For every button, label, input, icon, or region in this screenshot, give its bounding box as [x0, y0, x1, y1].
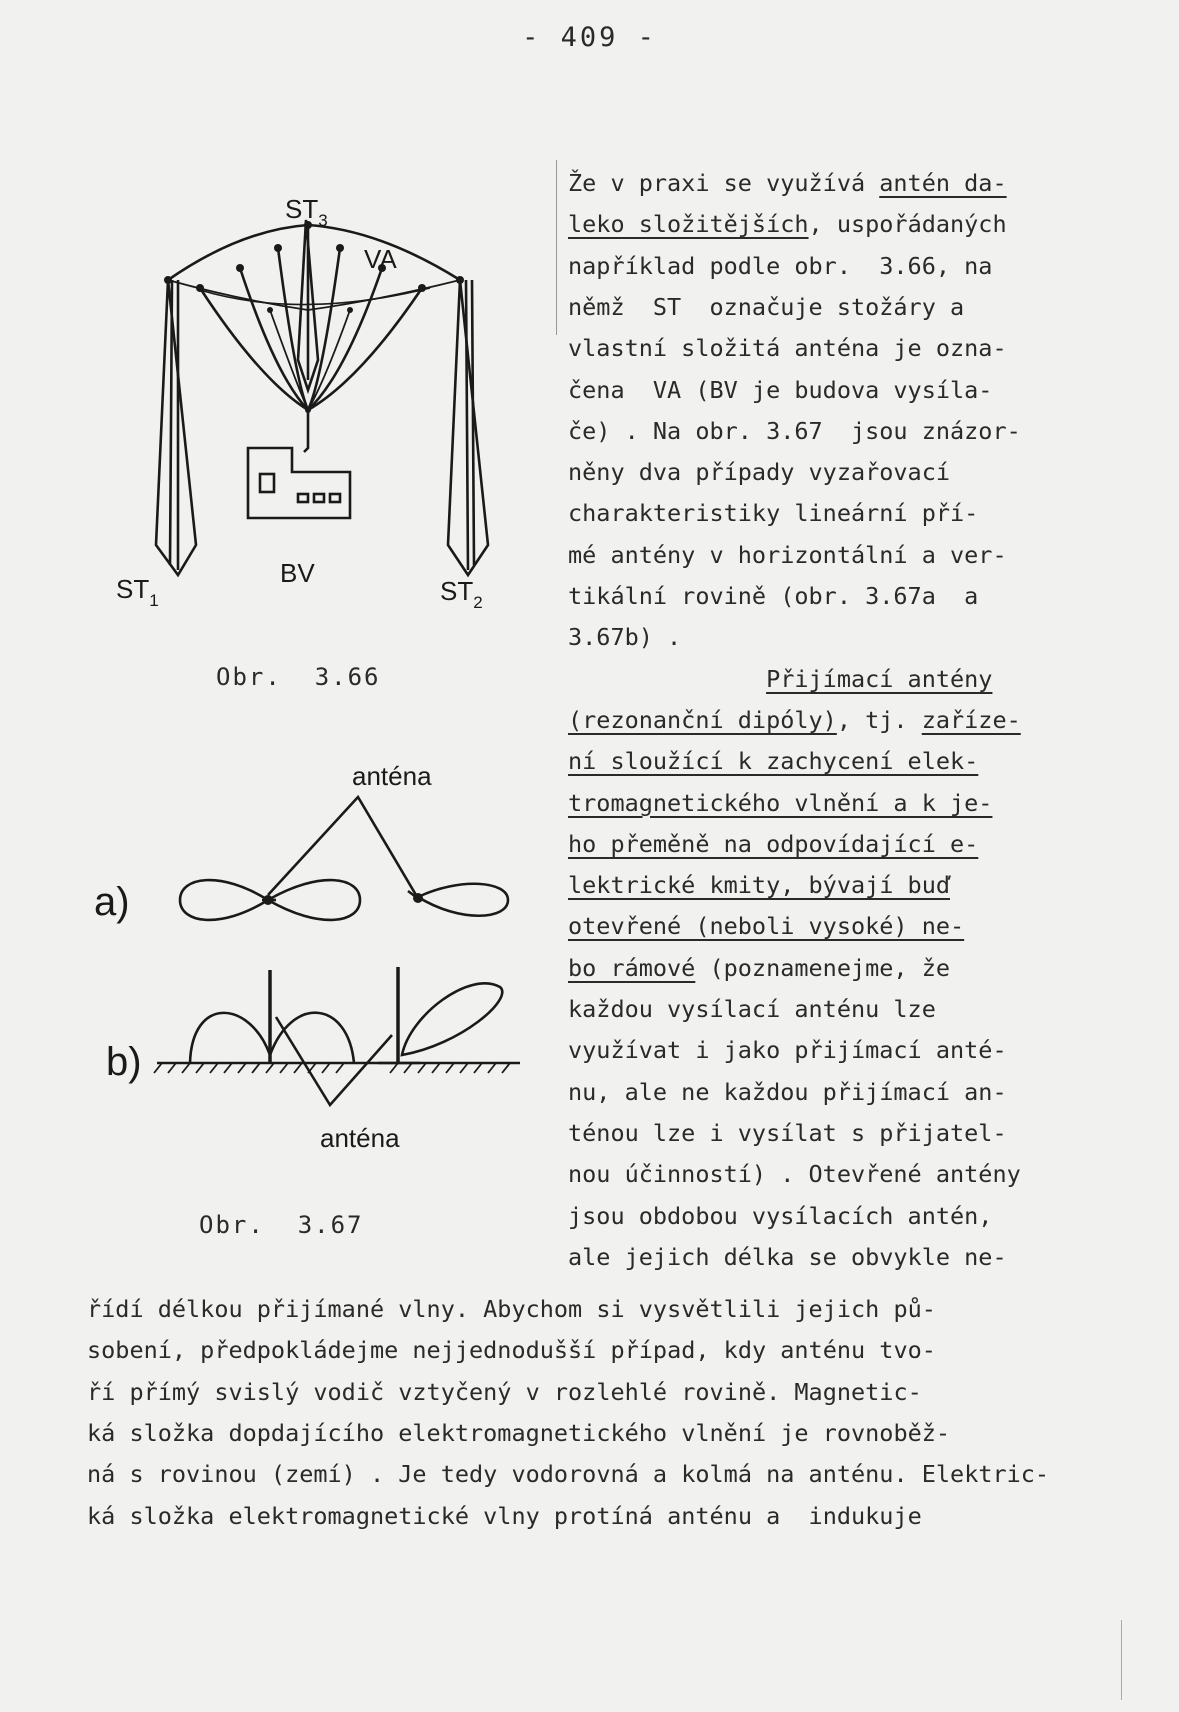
label-st2: $ST_2$ — [440, 576, 483, 612]
underlined-text: Přijímací antény — [766, 664, 993, 693]
text-segment: využívat i jako přijímací anté- — [568, 1036, 1007, 1065]
text-line — [568, 1077, 1007, 1106]
text-segment: Že v praxi se využívá — [568, 169, 880, 197]
text-segment: nou účinností) . Otevřené antény — [568, 1160, 1021, 1189]
label-bv: BV — [280, 558, 315, 588]
text-segment: ténou lze i vysílat s přijatel- — [568, 1118, 1007, 1147]
text-segment: vlastní složitá anténa je ozna- — [568, 334, 1007, 363]
text-line — [568, 871, 951, 900]
text-line — [568, 458, 951, 487]
text-line — [568, 499, 979, 528]
text-line — [568, 416, 1021, 445]
text-line — [568, 705, 1021, 734]
text-segment: mé antény v horizontální a ver- — [568, 540, 1007, 569]
text-segment: například podle obr. 3.66, na — [568, 251, 993, 280]
text-line — [568, 995, 936, 1023]
text-line — [568, 169, 1007, 197]
text-line — [568, 334, 1007, 363]
text-line: ká složka dopdajícího elektromagnetického vlnění je rovnoběž- — [87, 1418, 951, 1447]
margin-mark-right — [1121, 1620, 1122, 1700]
text-segment: , uspořádaných — [808, 210, 1007, 239]
label-st3: $ST_3$ — [285, 194, 328, 230]
text-line — [568, 582, 979, 610]
figure-3-67 — [80, 755, 550, 1175]
text-segment: každou vysílací anténu lze — [568, 995, 936, 1023]
figure-3-67-caption: Obr. 3.67 — [199, 1211, 364, 1239]
text-segment: tikální rovině (obr. 3.67a a — [568, 582, 979, 610]
label-va: VA — [364, 244, 397, 274]
text-line — [568, 375, 993, 404]
figure-3-66 — [100, 180, 540, 620]
text-segment: , tj. — [836, 705, 922, 734]
underlined-text: otevřené (neboli vysoké) ne- — [568, 912, 965, 941]
label-st1: $ST_1$ — [116, 574, 159, 610]
figure-3-66-caption: Obr. 3.66 — [216, 663, 381, 691]
text-segment: 3.67b) . — [568, 623, 682, 652]
underlined-text: zaříze- — [921, 705, 1021, 734]
text-segment: něny dva případy vyzařovací — [568, 458, 951, 487]
text-line — [568, 292, 965, 321]
text-line — [568, 1036, 1007, 1065]
text-line: ří přímý svislý vodič vztyčený v rozlehlé rovině. Magnetic- — [87, 1377, 922, 1406]
text-line: řídí délkou přijímané vlny. Abychom si vysvětlili jejich pů- — [87, 1295, 936, 1323]
text-segment: jsou obdobou vysílacích antén, — [568, 1201, 993, 1230]
underlined-text: bo rámové — [568, 953, 696, 982]
text-line — [568, 953, 951, 982]
page-number: - 409 - — [522, 22, 657, 53]
text-line — [568, 210, 1007, 239]
text-line — [568, 623, 682, 652]
text-line — [568, 912, 965, 941]
text-segment: charakteristiky lineární pří- — [568, 499, 979, 528]
text-line — [568, 1242, 1007, 1271]
underlined-text: (rezonanční dipóly) — [568, 705, 837, 734]
underlined-text: ní sloužící k zachycení elek- — [568, 747, 979, 776]
text-line — [568, 788, 993, 817]
text-segment: če) . Na obr. 3.67 jsou znázor- — [568, 416, 1021, 445]
text-segment: čena VA (BV je budova vysíla- — [568, 375, 993, 404]
text-segment: (poznamenejme, že — [695, 953, 951, 982]
text-line — [568, 747, 979, 776]
label-b: b) — [106, 1040, 142, 1084]
text-line — [568, 540, 1007, 569]
text-line — [568, 664, 993, 693]
text-line: ká složka elektromagnetické vlny protíná anténu a indukuje — [87, 1501, 922, 1530]
label-antena-bottom: anténa — [320, 1123, 400, 1153]
text-line: ná s rovinou (zemí) . Je tedy vodorovná a kolmá na anténu. Elektric- — [87, 1460, 1050, 1489]
text-segment: němž ST označuje stožáry a — [568, 292, 965, 321]
underlined-text: antén da- — [879, 169, 1007, 197]
text-line — [568, 251, 993, 280]
text-segment: nu, ale ne každou přijímací an- — [568, 1077, 1007, 1106]
text-segment: ale jejich délka se obvykle ne- — [568, 1242, 1007, 1271]
text-segment — [568, 665, 766, 693]
underlined-text: ho přeměně na odpovídající e- — [568, 829, 979, 858]
text-line — [568, 1160, 1021, 1189]
underlined-text: tromagnetického vlnění a k je- — [568, 788, 993, 817]
label-a: a) — [94, 880, 130, 924]
underlined-text: leko složitějších — [568, 210, 809, 239]
text-line — [568, 1201, 993, 1230]
text-line: sobení, předpokládejme nejjednodušší případ, kdy anténu tvo- — [87, 1336, 936, 1365]
underlined-text: lektrické kmity, bývají buď — [568, 871, 951, 900]
text-line — [568, 1118, 1007, 1147]
text-line — [568, 829, 979, 858]
margin-mark — [556, 160, 557, 335]
label-antena-top: anténa — [352, 761, 432, 791]
